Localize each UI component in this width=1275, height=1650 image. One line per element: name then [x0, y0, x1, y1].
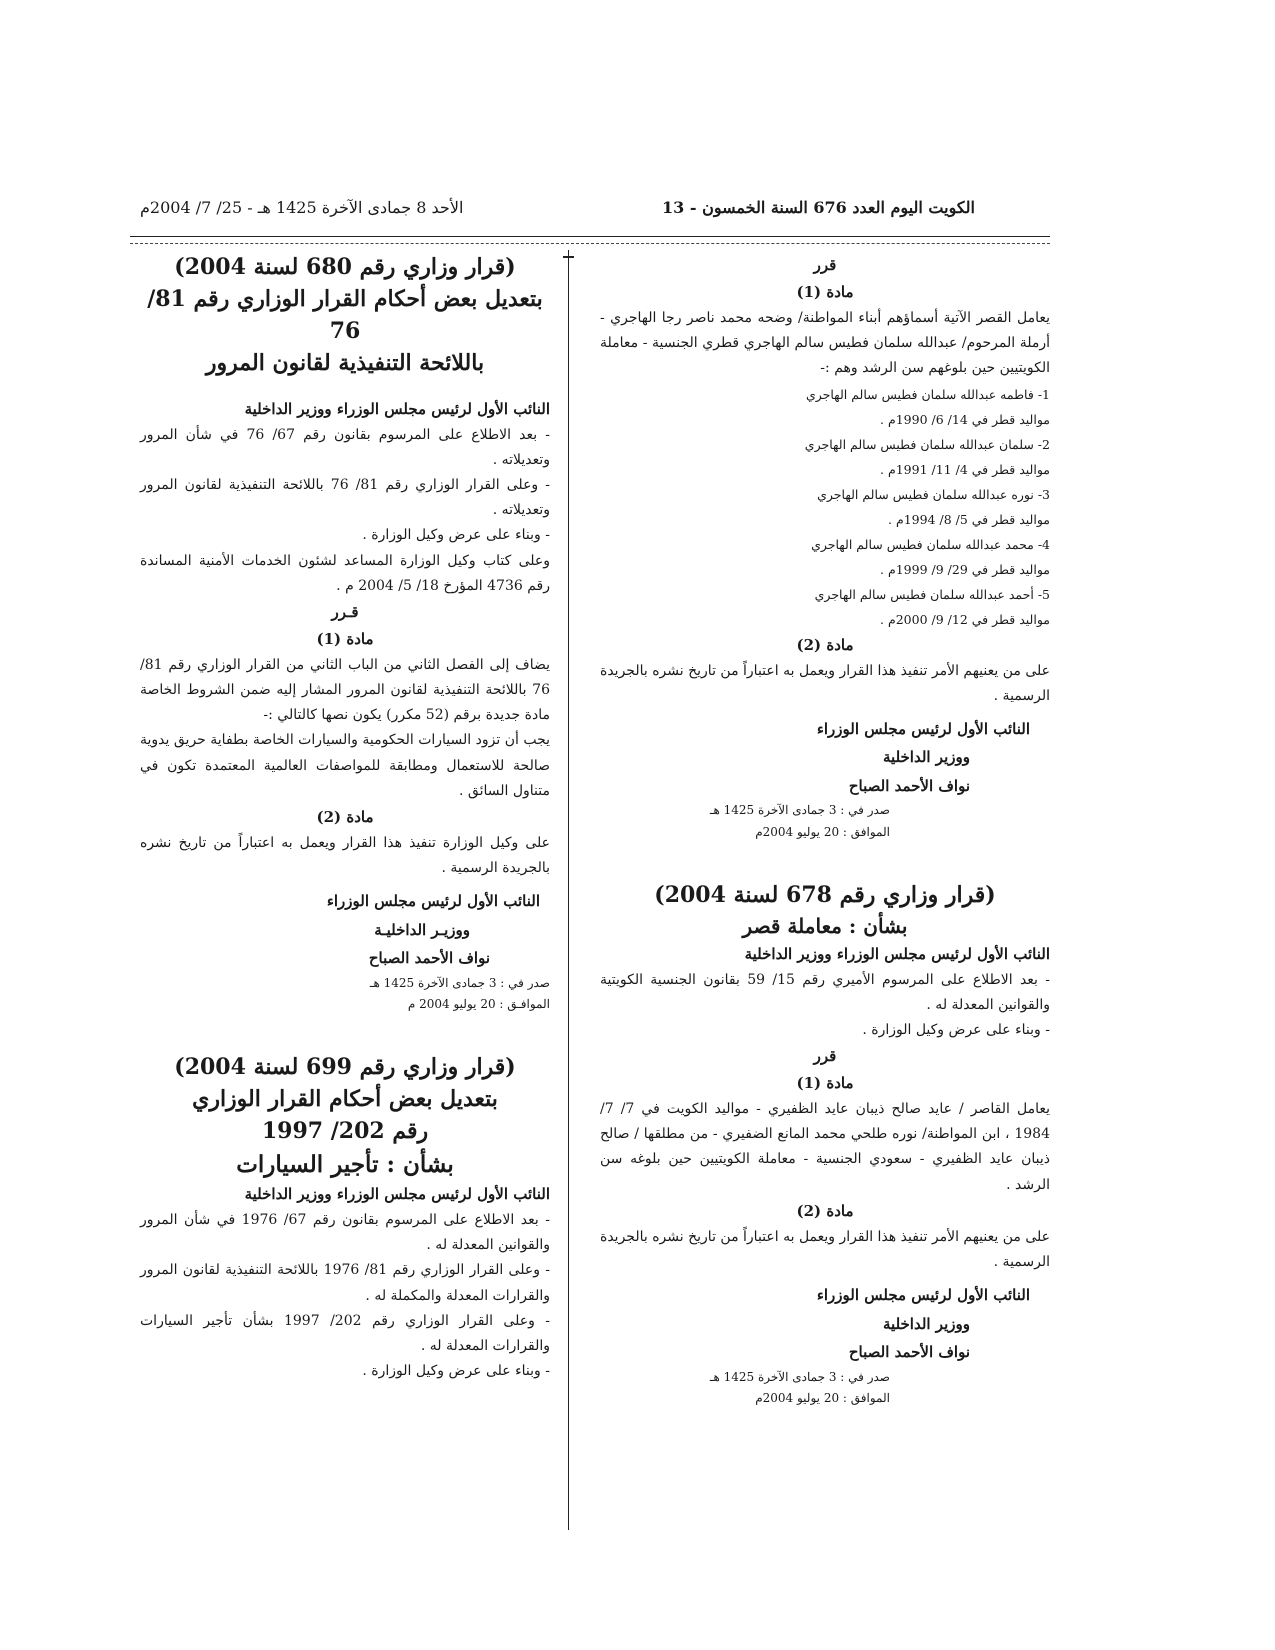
article-text: يجب أن تزود السيارات الحكومية والسيارات الخاصة بطفاية حريق يدوية صالحة للاستعمال ومطابقة للمواصفات العالمية المعتمدة تكون في متناول السائق . [140, 732, 551, 799]
list-item: مواليد قطر في 14/ 6/ 1990م . [880, 411, 1050, 427]
decision-subject: بشأن : تأجير السيارات [236, 1150, 454, 1178]
recital: - وعلى القرار الوزاري رقم 81/ 1976 باللائحة التنفيذية لقانون المرور والقرارات المعدلة والمكملة له . [140, 1262, 550, 1304]
recital: - وعلى القرار الوزاري رقم 81/ 76 باللائحة التنفيذية لقانون المرور وتعديلاته . [140, 476, 550, 519]
minors-list [600, 382, 1050, 632]
gregorian-date: الموافق : 20 يوليو 2004م [755, 1391, 890, 1406]
signature-ministry: ووزير الداخلية [883, 748, 970, 767]
article-text: على وكيل الوزارة تنفيذ هذا القرار ويعمل به اعتباراً من تاريخ نشره بالجريدة الرسمية . [140, 835, 550, 877]
article-heading: مادة (1) [796, 1074, 854, 1093]
list-item: 2- سلمان عبدالله سلمان فطيس سالم الهاجري [804, 436, 1050, 452]
authority-line: النائب الأول لرئيس مجلس الوزراء ووزير الداخلية [244, 399, 550, 418]
right-column [600, 252, 1050, 1410]
page-header-left: الأحد 8 جمادى الآخرة 1425 هـ - 25/ 7/ 2004م [140, 198, 464, 217]
signature-name: نواف الأحمد الصباح [848, 1343, 970, 1362]
decision-subject: بشأن : معاملة قصر [742, 913, 908, 938]
article-heading: مادة (2) [796, 635, 854, 654]
authority-line: النائب الأول لرئيس مجلس الوزراء ووزير الداخلية [244, 1185, 550, 1204]
signature-ministry: ووزير الداخلية [883, 1314, 970, 1333]
column-separator [568, 250, 569, 1530]
signature-name: نواف الأحمد الصباح [848, 776, 970, 795]
recital: - بعد الاطلاع على المرسوم بقانون رقم 67/ 76 في شأن المرور وتعديلاته . [140, 426, 550, 468]
issue-date: صدر في : 3 جمادى الآخرة 1425 هـ [709, 1369, 890, 1384]
decision-subtitle: بتعديل بعض أحكام القرار الوزاري رقم 81/ 76 [147, 285, 543, 344]
article-text: يعامل القاصر / عايد صالح ذيبان عايد الظفيري - مواليد الكويت في 7/ 7/ 1984 ، ابن المواطنة/ نوره طلحي محمد المانع الضفيري - من مطلقها / صالح ذيبان عايد الظفيري - سعودي الجنسية - معاملة الكويتيين حين بلوغه سن الرشد . [600, 1101, 1050, 1193]
recital: - بعد الاطلاع على المرسوم بقانون رقم 67/ 1976 في شأن المرور والقوانين المعدلة له . [140, 1212, 551, 1254]
list-item: مواليد قطر في 5/ 8/ 1994م . [888, 511, 1050, 527]
decision-subtitle: رقم 202/ 1997 [261, 1117, 429, 1144]
signature-name: نواف الأحمد الصباح [368, 949, 490, 968]
recital: وعلى كتاب وكيل الوزارة المساعد لشئون الخدمات الأمنية المساندة رقم 4736 المؤرخ 18/ 5/ 2004 م . [140, 552, 550, 594]
article-text: على من يعنيهم الأمر تنفيذ هذا القرار ويعمل به اعتباراً من تاريخ نشره بالجريدة الرسمية . [600, 662, 1050, 704]
list-item: 3- نوره عبدالله سلمان فطيس سالم الهاجري [817, 486, 1050, 502]
decision-subtitle: بتعديل بعض أحكام القرار الوزاري [192, 1085, 498, 1112]
signature-title: النائب الأول لرئيس مجلس الوزراء [816, 719, 1030, 738]
article-heading: مادة (2) [796, 1201, 854, 1220]
recital: - وعلى القرار الوزاري رقم 202/ 1997 بشأن تأجير السيارات والقرارات المعدلة له . [140, 1312, 550, 1355]
gregorian-date: الموافـق : 20 يوليو 2004 م [407, 997, 550, 1012]
issue-date: صدر في : 3 جمادى الآخرة 1425 هـ [369, 975, 550, 990]
header-rule-dashed [130, 243, 1050, 244]
decision-title: (قرار وزاري رقم 699 لسنة 2004) [174, 1054, 516, 1081]
signature-title: النائب الأول لرئيس مجلس الوزراء [326, 892, 540, 911]
signature-title: النائب الأول لرئيس مجلس الوزراء [816, 1286, 1030, 1305]
decision-word: قـرر [331, 602, 359, 621]
column-separator-cap [563, 250, 574, 258]
article-text: على من يعنيهم الأمر تنفيذ هذا القرار ويعمل به اعتباراً من تاريخ نشره بالجريدة الرسمية . [600, 1228, 1050, 1271]
decision-title: (قرار وزاري رقم 680 لسنة 2004) [174, 254, 516, 280]
issue-date: صدر في : 3 جمادى الآخرة 1425 هـ [709, 803, 890, 818]
article-heading: مادة (2) [316, 808, 374, 826]
list-item: مواليد قطر في 4/ 11/ 1991م . [880, 461, 1050, 477]
decision-word: قرر [813, 1047, 837, 1066]
recital: - بعد الاطلاع على المرسوم الأميري رقم 15/ 59 بقانون الجنسية الكويتية والقوانين المعدلة له . [600, 971, 1050, 1013]
recital: - وبناء على عرض وكيل الوزارة . [862, 1021, 1050, 1038]
list-item: 5- أحمد عبدالله سلمان فطيس سالم الهاجري [814, 586, 1050, 602]
list-item: 1- فاطمه عبدالله سلمان فطيس سالم الهاجري [805, 386, 1050, 402]
page-header-right: الكويت اليوم العدد 676 السنة الخمسون - 13 [662, 198, 975, 217]
header-rule [130, 236, 1050, 237]
authority-line: النائب الأول لرئيس مجلس الوزراء ووزير الداخلية [744, 944, 1050, 963]
recital: - وبناء على عرض وكيل الوزارة . [362, 527, 550, 544]
list-item: 4- محمد عبدالله سلمان فطيس سالم الهاجري [811, 536, 1050, 552]
recital: - وبناء على عرض وكيل الوزارة . [362, 1363, 550, 1380]
gregorian-date: الموافق : 20 يوليو 2004م [755, 825, 890, 840]
decision-title: (قرار وزاري رقم 678 لسنة 2004) [654, 881, 996, 908]
article-text: يعامل القصر الآتية أسماؤهم أبناء المواطنة/ وضحه محمد ناصر رجا الهاجري - أرملة المرحوم/ عبدالله سلمان فطيس سالم الهاجري قطري الجنسية - معاملة الكويتيين حين بلوغهم سن الرشد وهم :- [600, 310, 1050, 377]
article-text: يضاف إلى الفصل الثاني من الباب الثاني من القرار الوزاري رقم 81/ 76 باللائحة التنفيذية لقانون المرور المشار إليه ضمن الشروط الخاصة مادة جديدة برقم (52 مكرر) يكون نصها كالتالي :- [140, 656, 550, 724]
signature-ministry: ووزيـر الداخليـة [374, 920, 470, 939]
list-item: مواليد قطر في 12/ 9/ 2000م . [880, 611, 1050, 627]
left-column [140, 252, 550, 1384]
article-heading: مادة (1) [796, 283, 854, 301]
article-heading: مادة (1) [316, 629, 374, 648]
decision-subtitle: باللائحة التنفيذية لقانون المرور [205, 349, 485, 376]
decision-word: قرر [813, 256, 837, 274]
list-item: مواليد قطر في 29/ 9/ 1999م . [880, 561, 1050, 577]
